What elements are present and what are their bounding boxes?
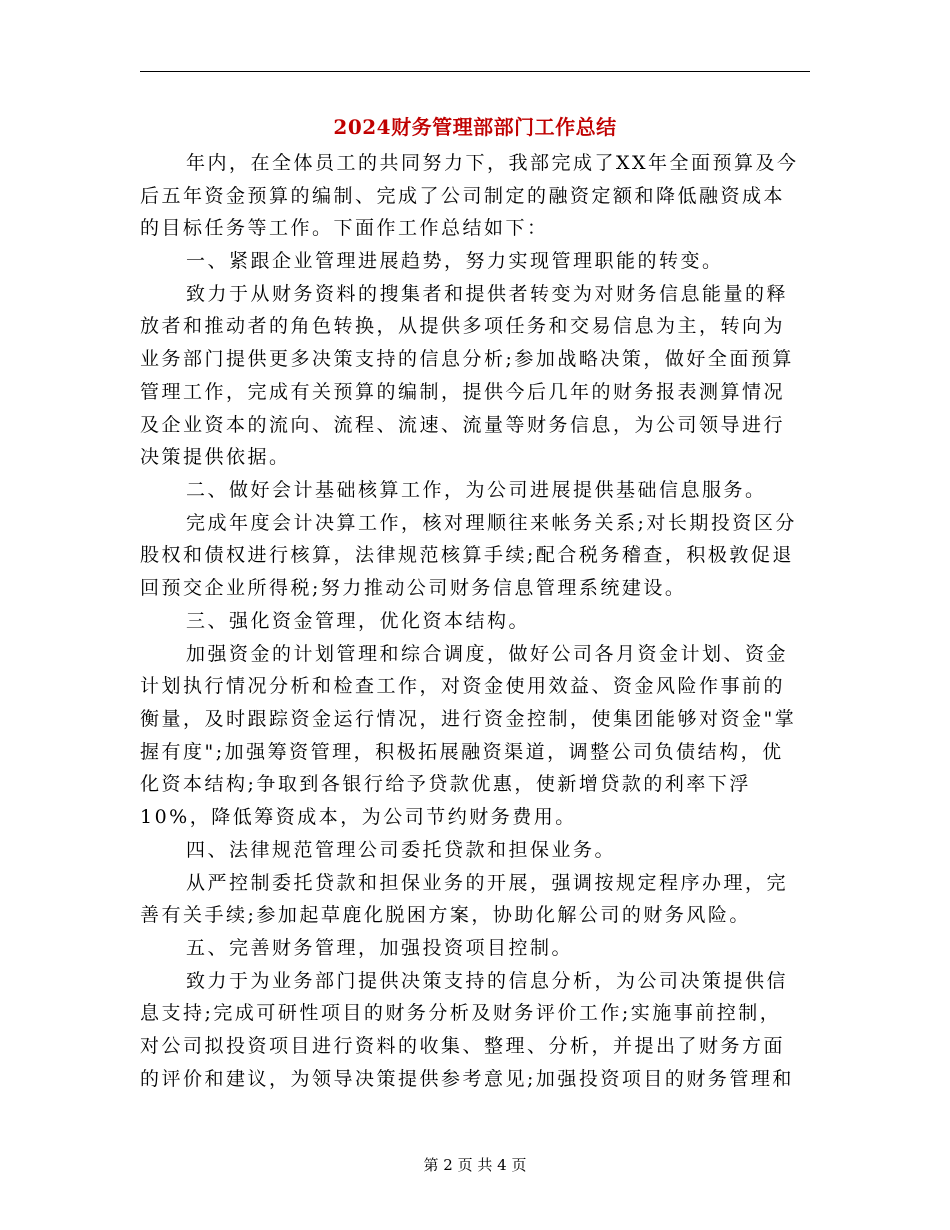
body-line: 年内，在全体员工的共同努力下，我部完成了XX年全面预算及今 [186, 152, 799, 174]
section-heading: 一、紧跟企业管理进展趋势，努力实现管理职能的转变。 [186, 250, 724, 272]
body-line: 股权和债权进行核算，法律规范核算手续;配合税务稽查，积极敦促退 [140, 544, 794, 566]
body-line: 10%，降低筹资成本，为公司节约财务费用。 [140, 806, 577, 828]
body-line: 加强资金的计划管理和综合调度，做好公司各月资金计划、资金 [186, 643, 789, 665]
body-line: 衡量，及时跟踪资金运行情况，进行资金控制，使集团能够对资金"掌 [140, 708, 797, 730]
body-line: 完成年度会计决算工作，核对理顺往来帐务关系;对长期投资区分 [186, 512, 797, 534]
section-heading: 五、完善财务管理，加强投资项目控制。 [186, 937, 574, 959]
body-line: 的评价和建议，为领导决策提供参考意见;加强投资项目的财务管理和 [140, 1068, 794, 1090]
body-line: 放者和推动者的角色转换，从提供多项任务和交易信息为主，转向为 [140, 315, 786, 337]
document-title: 2024财务管理部部门工作总结 [333, 115, 617, 139]
section-heading: 四、法律规范管理公司委托贷款和担保业务。 [186, 839, 617, 861]
body-line: 从严控制委托贷款和担保业务的开展，强调按规定程序办理，完 [186, 872, 789, 894]
body-line: 握有度";加强筹资管理，积极拓展融资渠道，调整公司负债结构，优 [140, 741, 784, 763]
body-line: 善有关手续;参加起草鹿化脱困方案，协助化解公司的财务风险。 [140, 904, 751, 926]
body-line: 业务部门提供更多决策支持的信息分析;参加战略决策，做好全面预算 [140, 348, 794, 370]
body-line: 化资本结构;争取到各银行给予贷款优惠，使新增贷款的利率下浮 [140, 773, 751, 795]
body-line: 后五年资金预算的编制、完成了公司制定的融资定额和降低融资成本 [140, 185, 786, 207]
page-number: 第 2 页 共 4 页 [423, 1156, 527, 1174]
body-line: 致力于从财务资料的搜集者和提供者转变为对财务信息能量的释 [186, 283, 789, 305]
body-line: 息支持;完成可研性项目的财务分析及财务评价工作;实施事前控制， [140, 1002, 782, 1024]
header-rule [140, 71, 810, 72]
section-heading: 三、强化资金管理，优化资本结构。 [186, 610, 531, 632]
body-line: 决策提供依据。 [140, 446, 291, 468]
section-heading: 二、做好会计基础核算工作，为公司进展提供基础信息服务。 [186, 479, 767, 501]
body-line: 对公司拟投资项目进行资料的收集、整理、分析，并提出了财务方面 [140, 1035, 786, 1057]
body-line: 及企业资本的流向、流程、流速、流量等财务信息，为公司领导进行 [140, 414, 786, 436]
body-line: 的目标任务等工作。下面作工作总结如下： [140, 217, 549, 239]
body-line: 管理工作，完成有关预算的编制，提供今后几年的财务报表测算情况 [140, 381, 786, 403]
body-line: 致力于为业务部门提供决策支持的信息分析，为公司决策提供信 [186, 970, 789, 992]
body-line: 回预交企业所得税;努力推动公司财务信息管理系统建设。 [140, 577, 687, 599]
body-line: 计划执行情况分析和检查工作，对资金使用效益、资金风险作事前的 [140, 675, 786, 697]
